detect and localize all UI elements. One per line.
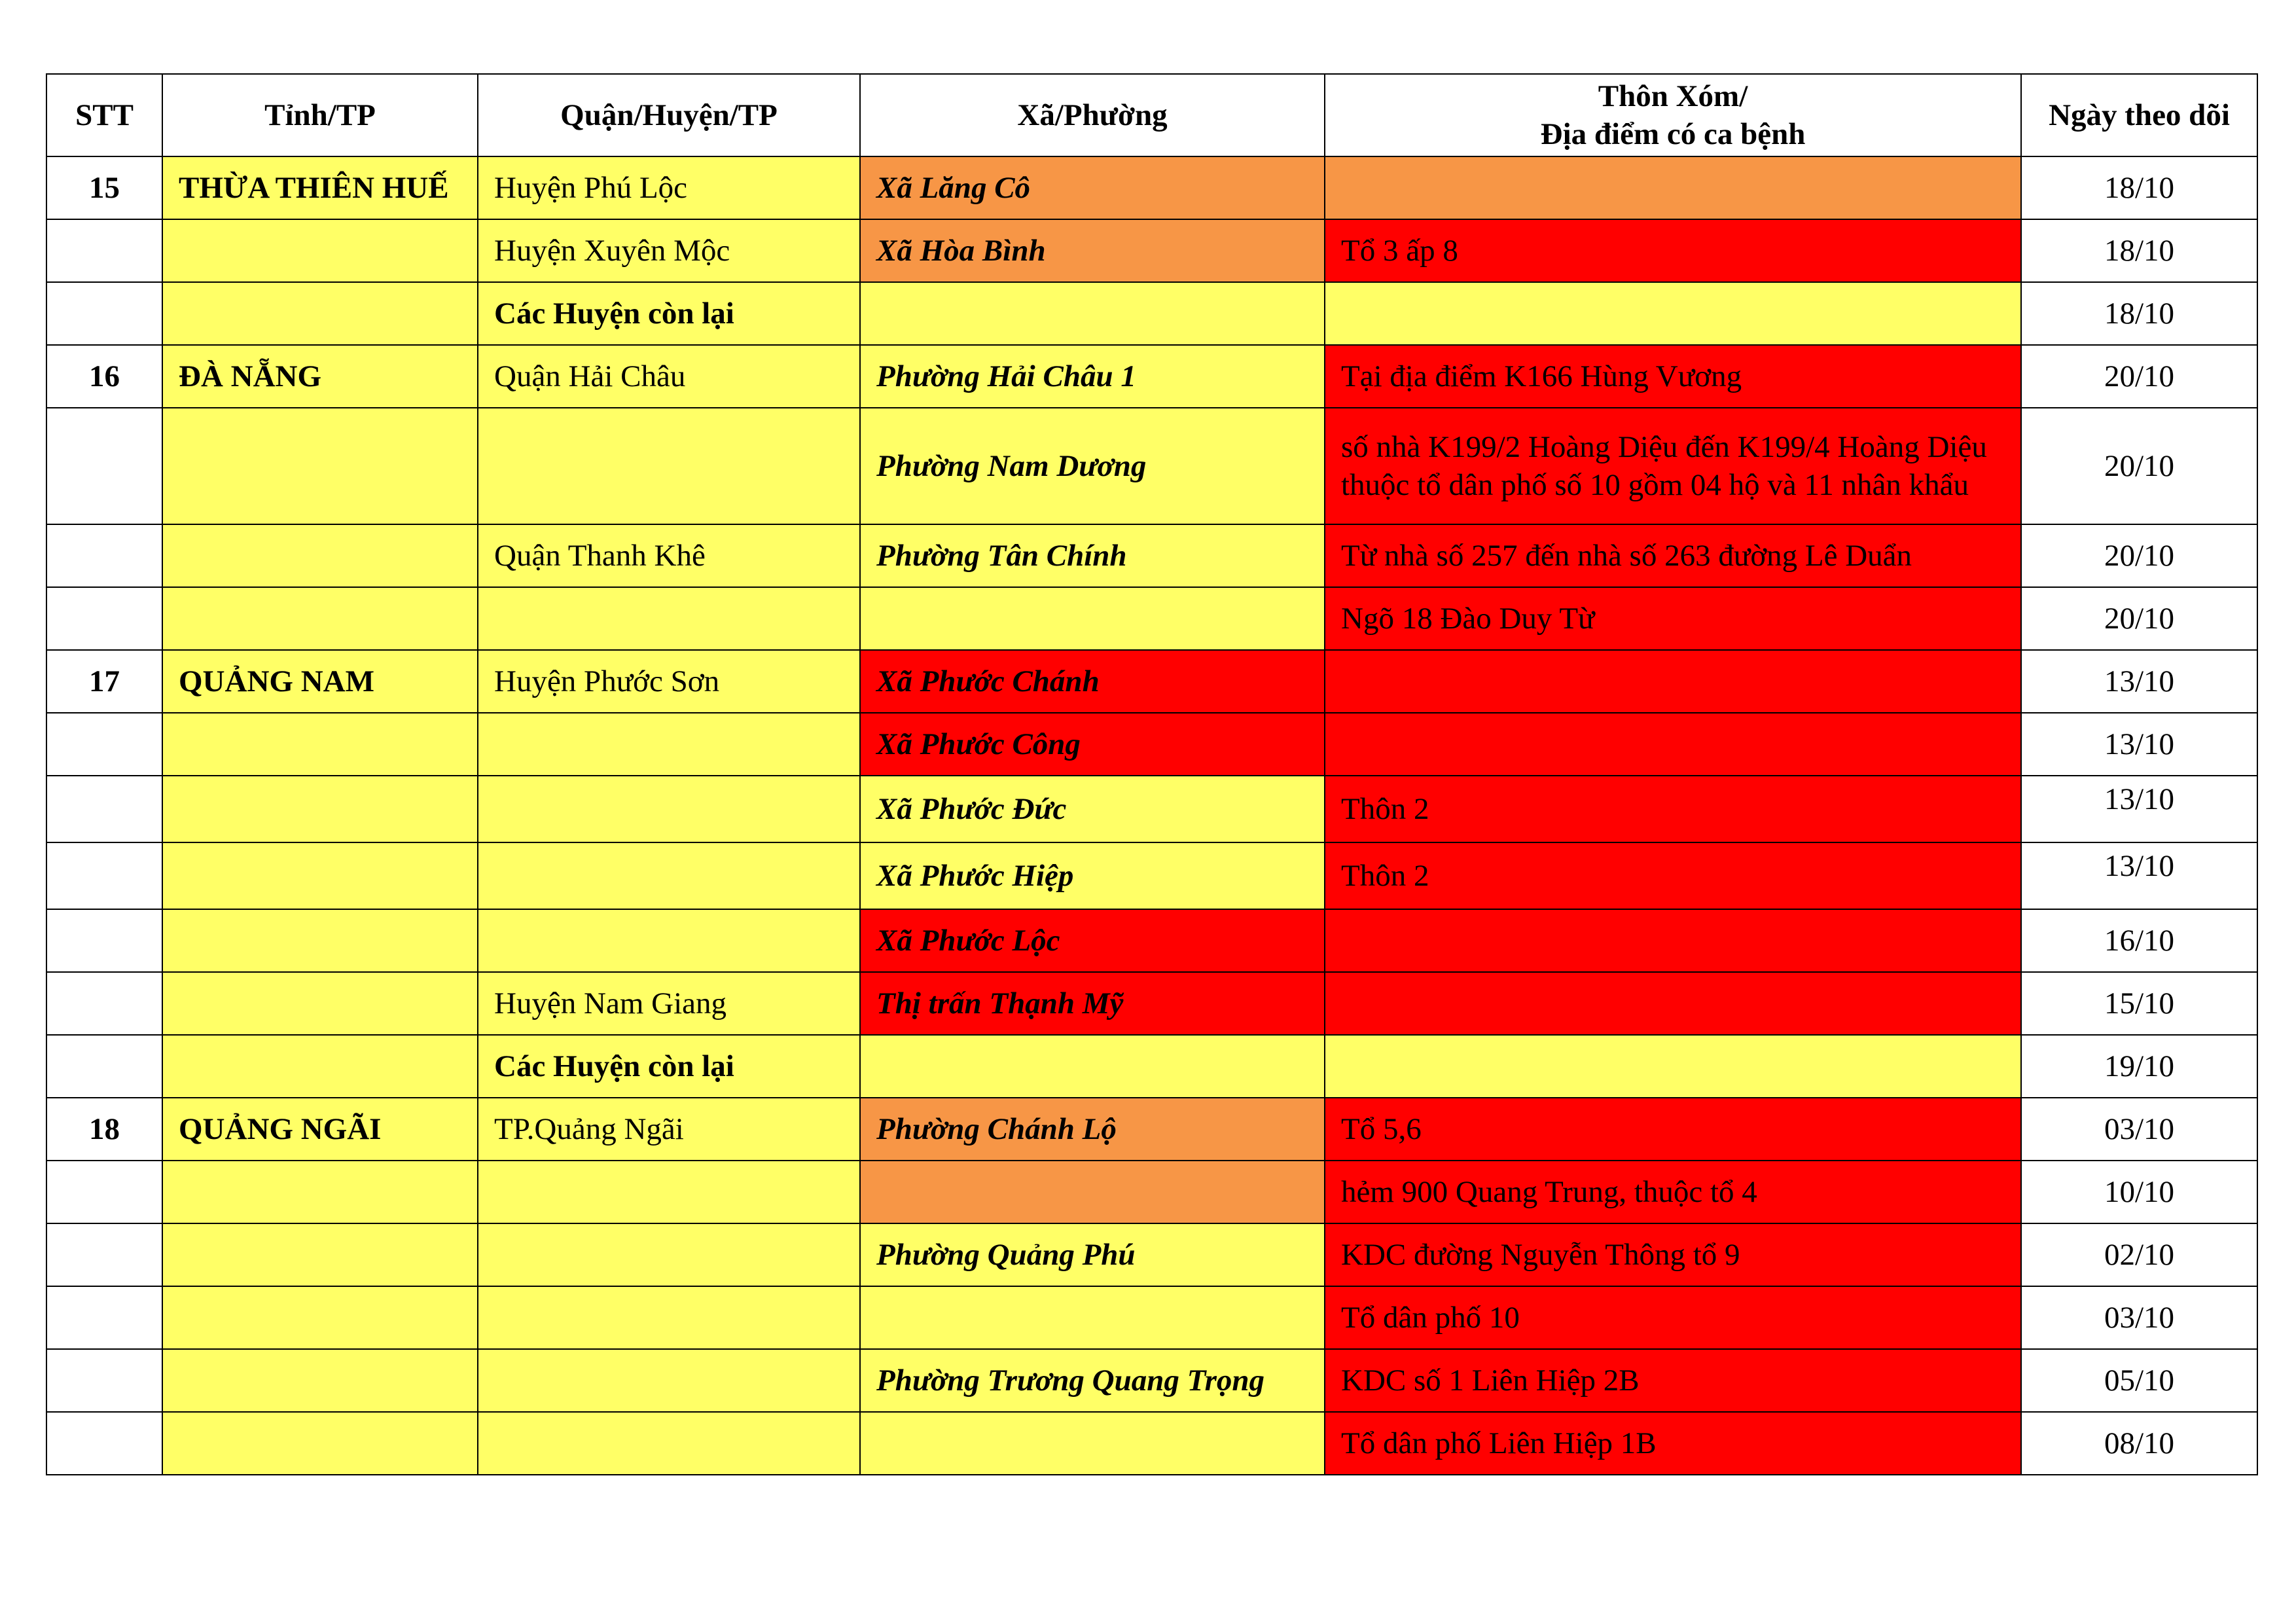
header-tinh: Tỉnh/TP [162,74,478,156]
cell-quan [478,842,860,909]
cell-ngay: 18/10 [2021,219,2257,282]
cell-quan: Các Huyện còn lại [478,282,860,345]
cell-tinh: QUẢNG NAM [162,650,478,713]
cell-thon: Tổ 5,6 [1325,1098,2021,1161]
cell-xa [860,1412,1325,1475]
cell-xa: Thị trấn Thạnh Mỹ [860,972,1325,1035]
cell-tinh [162,524,478,587]
cell-stt [46,219,162,282]
cell-xa: Xã Phước Chánh [860,650,1325,713]
cell-tinh [162,1223,478,1286]
cell-tinh [162,219,478,282]
cell-xa: Xã Phước Hiệp [860,842,1325,909]
cell-xa: Phường Chánh Lộ [860,1098,1325,1161]
cell-thon [1325,650,2021,713]
cell-thon [1325,713,2021,776]
cell-stt [46,1161,162,1223]
header-quan: Quận/Huyện/TP [478,74,860,156]
cell-tinh [162,1161,478,1223]
cell-stt [46,524,162,587]
cell-xa: Xã Lăng Cô [860,156,1325,219]
cell-stt [46,972,162,1035]
table-row [46,972,2257,1035]
cell-thon [1325,909,2021,972]
table-row [46,1286,2257,1349]
cell-tinh [162,1286,478,1349]
cell-thon [1325,1035,2021,1098]
cell-ngay: 19/10 [2021,1035,2257,1098]
cell-xa [860,1286,1325,1349]
cell-stt [46,1412,162,1475]
cell-tinh [162,587,478,650]
table-row [46,219,2257,282]
cell-tinh [162,408,478,524]
table-row [46,1412,2257,1475]
cell-ngay: 05/10 [2021,1349,2257,1412]
cell-stt: 17 [46,650,162,713]
cell-ngay: 18/10 [2021,282,2257,345]
cell-thon: Thôn 2 [1325,842,2021,909]
cell-thon: số nhà K199/2 Hoàng Diệu đến K199/4 Hoàng Diệu thuộc tổ dân phố số 10 gồm 04 hộ và 11 nhân khẩu [1325,408,2021,524]
cell-stt [46,1286,162,1349]
cell-thon: Tổ dân phố Liên Hiệp 1B [1325,1412,2021,1475]
cell-tinh [162,909,478,972]
cell-ngay: 20/10 [2021,345,2257,408]
cell-stt [46,1035,162,1098]
cell-thon [1325,972,2021,1035]
cell-ngay: 18/10 [2021,156,2257,219]
cell-tinh [162,1349,478,1412]
cell-quan [478,1223,860,1286]
cell-tinh [162,1412,478,1475]
cell-thon [1325,282,2021,345]
cell-xa: Xã Hòa Bình [860,219,1325,282]
header-stt: STT [46,74,162,156]
cell-xa: Xã Phước Đức [860,776,1325,842]
cell-tinh [162,282,478,345]
table-row [46,587,2257,650]
cell-ngay: 20/10 [2021,524,2257,587]
cell-ngay: 13/10 [2021,650,2257,713]
cell-thon [1325,156,2021,219]
table-row [46,1098,2257,1161]
cell-tinh [162,776,478,842]
cell-quan [478,1412,860,1475]
cell-quan [478,776,860,842]
cell-thon: Thôn 2 [1325,776,2021,842]
cell-xa: Phường Nam Dương [860,408,1325,524]
cell-tinh [162,842,478,909]
table-row [46,650,2257,713]
header-thon-line1: Thôn Xóm/ [1598,79,1748,113]
cell-stt: 18 [46,1098,162,1161]
cell-quan: Quận Thanh Khê [478,524,860,587]
cell-quan [478,587,860,650]
cell-thon: KDC số 1 Liên Hiệp 2B [1325,1349,2021,1412]
cell-thon: KDC đường Nguyễn Thông tổ 9 [1325,1223,2021,1286]
header-thon [1325,74,2021,156]
cell-stt [46,408,162,524]
cell-stt [46,282,162,345]
cell-quan: Các Huyện còn lại [478,1035,860,1098]
cell-quan: Huyện Phước Sơn [478,650,860,713]
cell-quan [478,1161,860,1223]
cell-tinh: ĐÀ NẴNG [162,345,478,408]
cell-stt [46,842,162,909]
cell-xa: Phường Tân Chính [860,524,1325,587]
header-ngay: Ngày theo dõi [2021,74,2257,156]
cell-thon: Tại địa điểm K166 Hùng Vương [1325,345,2021,408]
cell-tinh: QUẢNG NGÃI [162,1098,478,1161]
cell-stt [46,909,162,972]
table-row [46,842,2257,909]
table-header-row [46,74,2257,156]
cell-xa [860,587,1325,650]
cell-quan [478,713,860,776]
table-row [46,524,2257,587]
cell-stt: 15 [46,156,162,219]
cell-tinh [162,972,478,1035]
cell-ngay: 15/10 [2021,972,2257,1035]
cell-quan: Quận Hải Châu [478,345,860,408]
cell-ngay: 03/10 [2021,1286,2257,1349]
table-row [46,408,2257,524]
cell-quan: Huyện Phú Lộc [478,156,860,219]
table-row [46,1223,2257,1286]
cell-ngay: 13/10 [2021,713,2257,776]
cell-ngay: 03/10 [2021,1098,2257,1161]
cell-ngay: 13/10 [2021,842,2257,909]
cell-ngay: 10/10 [2021,1161,2257,1223]
table-row [46,156,2257,219]
cell-ngay: 20/10 [2021,408,2257,524]
cell-ngay: 08/10 [2021,1412,2257,1475]
cell-tinh [162,713,478,776]
table-row [46,713,2257,776]
cell-xa [860,1161,1325,1223]
cell-quan [478,909,860,972]
cell-tinh: THỪA THIÊN HUẾ [162,156,478,219]
cell-ngay: 16/10 [2021,909,2257,972]
cell-thon: Từ nhà số 257 đến nhà số 263 đường Lê Duẩn [1325,524,2021,587]
cell-ngay: 13/10 [2021,776,2257,842]
table-row [46,1161,2257,1223]
table-row [46,909,2257,972]
cell-quan: TP.Quảng Ngãi [478,1098,860,1161]
cell-xa: Phường Quảng Phú [860,1223,1325,1286]
cell-thon: hẻm 900 Quang Trung, thuộc tổ 4 [1325,1161,2021,1223]
cell-thon: Tổ dân phố 10 [1325,1286,2021,1349]
cell-stt: 16 [46,345,162,408]
cell-stt [46,587,162,650]
cell-xa [860,1035,1325,1098]
table-row [46,345,2257,408]
cell-stt [46,1349,162,1412]
cell-xa: Phường Trương Quang Trọng [860,1349,1325,1412]
cell-stt [46,1223,162,1286]
cell-xa: Xã Phước Lộc [860,909,1325,972]
cell-thon: Tổ 3 ấp 8 [1325,219,2021,282]
cell-quan [478,408,860,524]
cell-tinh [162,1035,478,1098]
table-row [46,776,2257,842]
cell-stt [46,713,162,776]
cell-quan: Huyện Xuyên Mộc [478,219,860,282]
table-row [46,1349,2257,1412]
header-xa: Xã/Phường [860,74,1325,156]
cell-thon: Ngõ 18 Đào Duy Từ [1325,587,2021,650]
table-body [46,156,2257,1475]
cell-ngay: 02/10 [2021,1223,2257,1286]
header-thon-line2: Địa điểm có ca bệnh [1540,117,1806,151]
table-row [46,1035,2257,1098]
cell-xa [860,282,1325,345]
table-row [46,282,2257,345]
cell-stt [46,776,162,842]
cell-quan: Huyện Nam Giang [478,972,860,1035]
cell-xa: Phường Hải Châu 1 [860,345,1325,408]
cell-xa: Xã Phước Công [860,713,1325,776]
cell-quan [478,1349,860,1412]
cell-quan [478,1286,860,1349]
cell-ngay: 20/10 [2021,587,2257,650]
covid-area-table [46,73,2258,1475]
